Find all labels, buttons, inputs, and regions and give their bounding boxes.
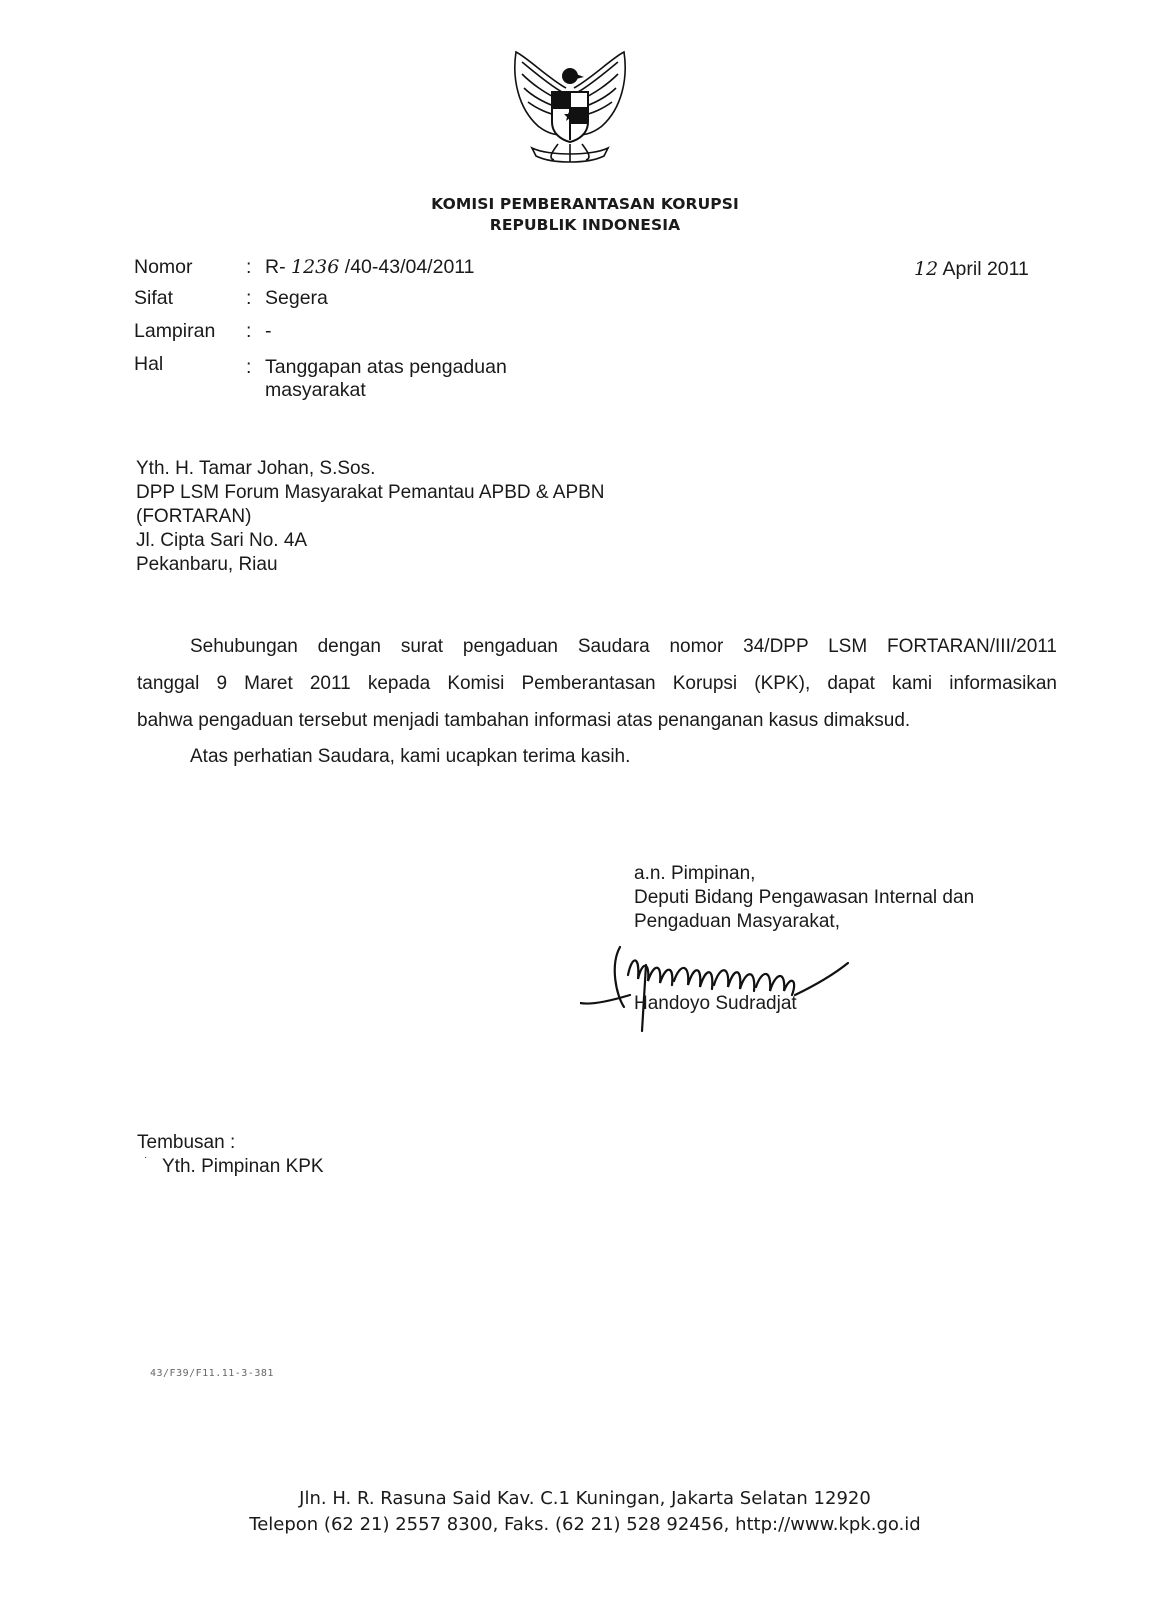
nomor-label: Nomor xyxy=(134,256,193,278)
letter-date xyxy=(914,258,1029,281)
cc-item: Yth. Pimpinan KPK xyxy=(162,1156,324,1177)
hal-value-line2: masyarakat xyxy=(265,379,366,401)
nomor-value xyxy=(265,256,475,279)
date-rest: April 2011 xyxy=(942,258,1029,280)
sifat-value: Segera xyxy=(265,287,328,309)
hal-value-line1: Tanggapan atas pengaduan xyxy=(265,356,507,378)
nomor-prefix: R- xyxy=(265,256,286,278)
recipient-line5: Pekanbaru, Riau xyxy=(136,554,278,575)
form-reference: 43/F39/F11.11-3-381 xyxy=(150,1368,274,1379)
signatory-name: Handoyo Sudradjat xyxy=(634,993,797,1014)
hal-label: Hal xyxy=(134,353,164,375)
nomor-colon: : xyxy=(246,256,252,278)
lampiran-value: - xyxy=(265,320,272,342)
cc-bullet-icon: · xyxy=(144,1152,148,1163)
footer-address: Jln. H. R. Rasuna Said Kav. C.1 Kuningan, Jakarta Selatan 12920 xyxy=(299,1488,871,1509)
org-name-line1: KOMISI PEMBERANTASAN KORUPSI xyxy=(431,195,739,213)
handwritten-signature-icon xyxy=(580,935,870,1045)
sifat-colon: : xyxy=(246,287,252,309)
recipient-line3: (FORTARAN) xyxy=(136,506,252,527)
lampiran-label: Lampiran xyxy=(134,320,216,342)
signature-line3: Pengaduan Masyarakat, xyxy=(634,911,840,932)
lampiran-colon: : xyxy=(246,320,252,342)
signature-line2: Deputi Bidang Pengawasan Internal dan xyxy=(634,887,975,908)
date-handwritten: 12 xyxy=(914,258,939,280)
nomor-handwritten: 1236 xyxy=(291,256,340,278)
footer-contact: Telepon (62 21) 2557 8300, Faks. (62 21) 528 92456, http://www.kpk.go.id xyxy=(249,1514,921,1535)
recipient-line4: Jl. Cipta Sari No. 4A xyxy=(136,530,308,551)
body-p2: Atas perhatian Saudara, kami ucapkan terima kasih. xyxy=(190,746,631,767)
recipient-line2: DPP LSM Forum Masyarakat Pemantau APBD & APBN xyxy=(136,482,605,503)
sifat-label: Sifat xyxy=(134,287,174,309)
recipient-line1: Yth. H. Tamar Johan, S.Sos. xyxy=(136,458,376,479)
org-name-line2: REPUBLIK INDONESIA xyxy=(489,216,681,234)
hal-colon: : xyxy=(246,356,252,378)
body-p1-line3: bahwa pengaduan tersebut menjadi tambahan informasi atas penanganan kasus dimaksud. xyxy=(137,710,911,731)
nomor-suffix: /40-43/04/2011 xyxy=(344,256,475,278)
body-p1-line2: tanggal 9 Maret 2011 kepada Komisi Pemberantasan Korupsi (KPK), dapat kami informasikan xyxy=(137,673,1057,694)
garuda-emblem-icon xyxy=(508,48,632,168)
signature-line1: a.n. Pimpinan, xyxy=(634,863,756,884)
body-p1-line1: Sehubungan dengan surat pengaduan Saudara nomor 34/DPP LSM FORTARAN/III/2011 xyxy=(190,636,1057,657)
cc-label: Tembusan : xyxy=(137,1132,236,1153)
